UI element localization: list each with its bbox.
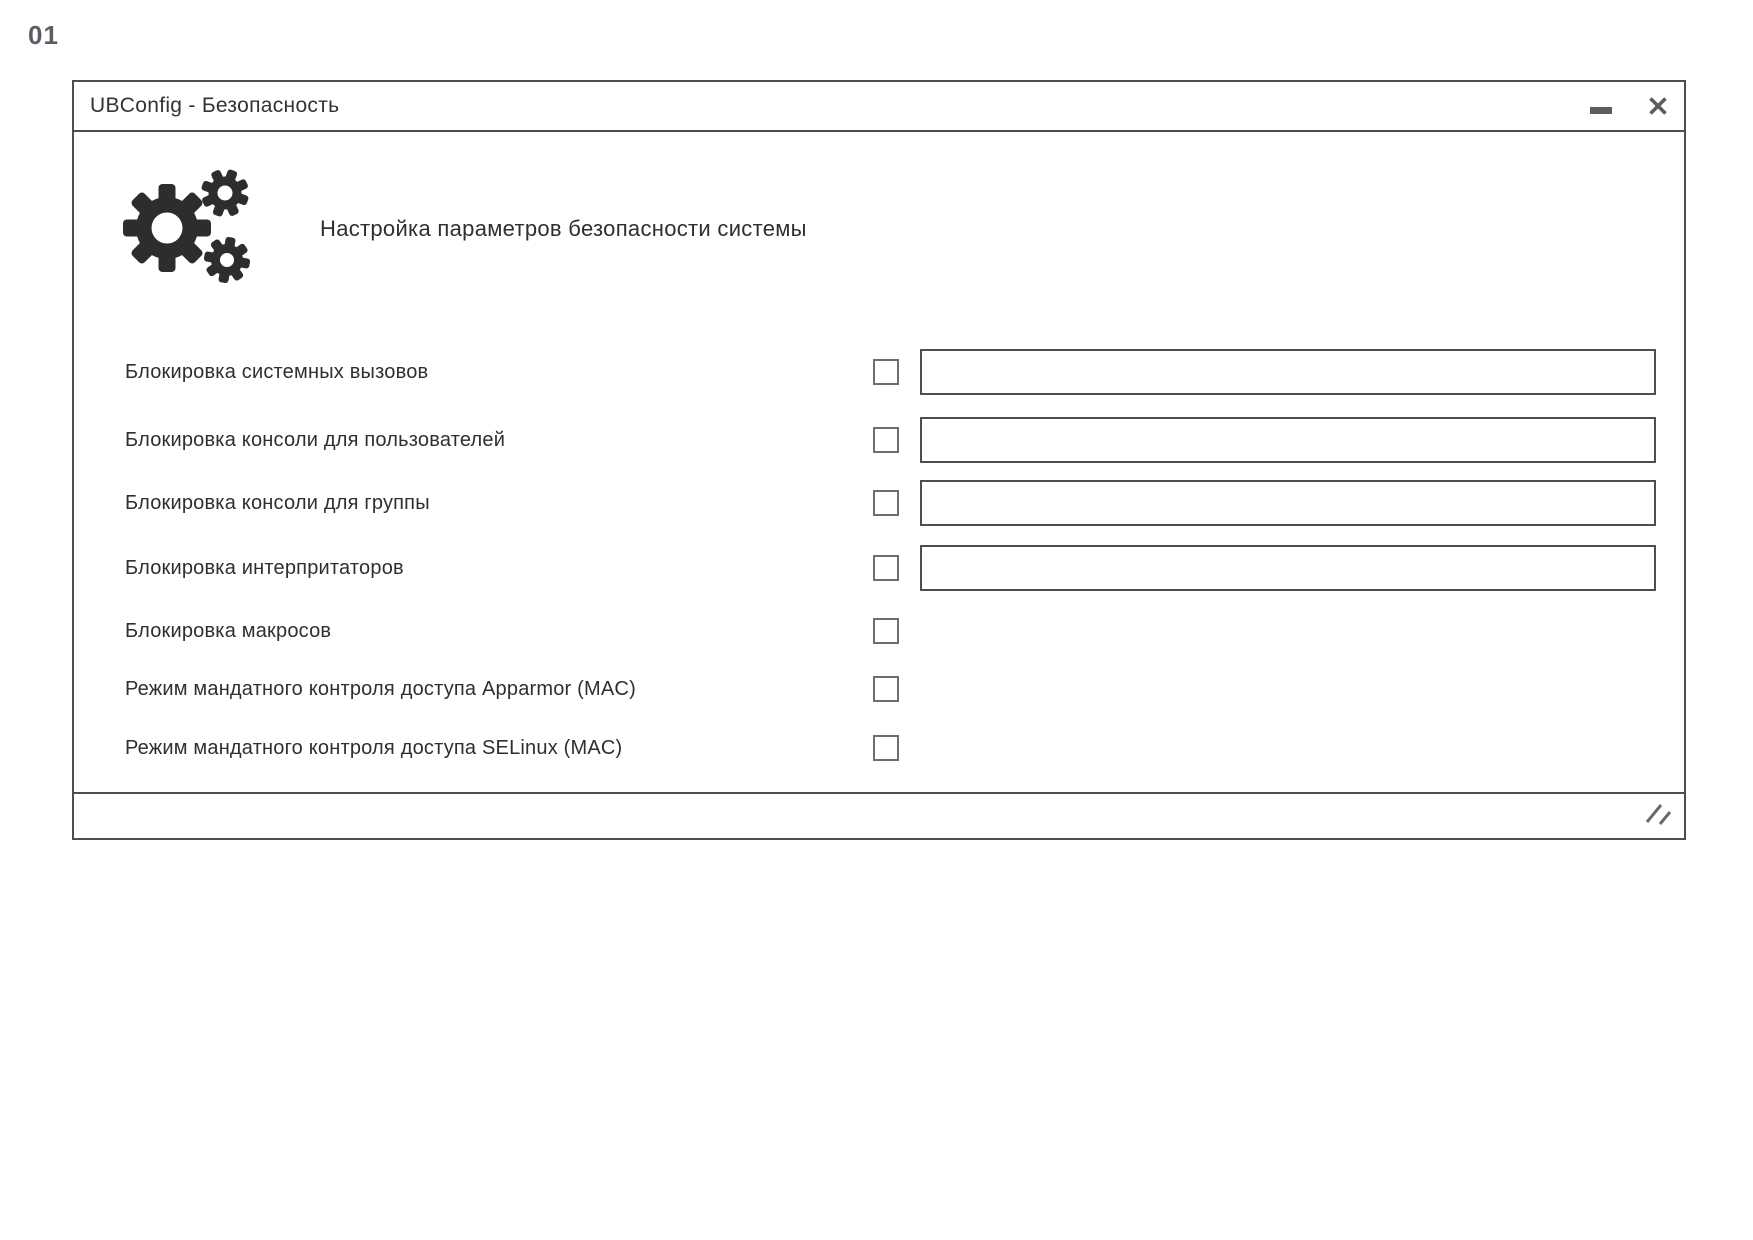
window-controls bbox=[1590, 94, 1670, 118]
form-row bbox=[74, 545, 1684, 591]
row-checkbox[interactable] bbox=[873, 618, 899, 644]
row-checkbox[interactable] bbox=[873, 427, 899, 453]
slide-number: 01 bbox=[28, 20, 59, 50]
row-input[interactable] bbox=[920, 417, 1656, 463]
close-icon[interactable] bbox=[1646, 94, 1670, 118]
resize-grip-icon[interactable] bbox=[1640, 798, 1674, 833]
row-label: Блокировка системных вызовов bbox=[125, 360, 429, 383]
row-label: Блокировка консоли для пользователей bbox=[125, 428, 506, 451]
minimize-icon[interactable] bbox=[1590, 107, 1612, 114]
window-title: UBConfig - Безопасность bbox=[90, 94, 340, 117]
form-row bbox=[74, 480, 1684, 526]
row-checkbox[interactable] bbox=[873, 359, 899, 385]
form-row bbox=[74, 417, 1684, 463]
row-checkbox[interactable] bbox=[873, 735, 899, 761]
row-checkbox[interactable] bbox=[873, 555, 899, 581]
form-row bbox=[74, 725, 1684, 771]
row-checkbox[interactable] bbox=[873, 676, 899, 702]
row-label: Блокировка консоли для группы bbox=[125, 491, 430, 514]
row-input[interactable] bbox=[920, 545, 1656, 591]
window-titlebar bbox=[74, 82, 1684, 132]
row-input[interactable] bbox=[920, 349, 1656, 395]
page-title: Настройка параметров безопасности системы bbox=[320, 216, 807, 241]
form-row bbox=[74, 608, 1684, 654]
row-label: Режим мандатного контроля доступа Apparmor (MAC) bbox=[125, 677, 636, 700]
row-input[interactable] bbox=[920, 480, 1656, 526]
window-content bbox=[74, 132, 1684, 792]
row-checkbox[interactable] bbox=[873, 490, 899, 516]
form-row bbox=[74, 349, 1684, 395]
form-row bbox=[74, 666, 1684, 712]
close-x-glyph bbox=[1646, 94, 1670, 118]
row-label: Блокировка интерпритаторов bbox=[125, 556, 404, 579]
row-label: Режим мандатного контроля доступа SELinux (MAC) bbox=[125, 736, 623, 759]
row-label: Блокировка макросов bbox=[125, 619, 332, 642]
ubconfig-security-window bbox=[72, 80, 1686, 840]
status-bar bbox=[74, 792, 1684, 838]
gears-icon bbox=[110, 150, 258, 293]
